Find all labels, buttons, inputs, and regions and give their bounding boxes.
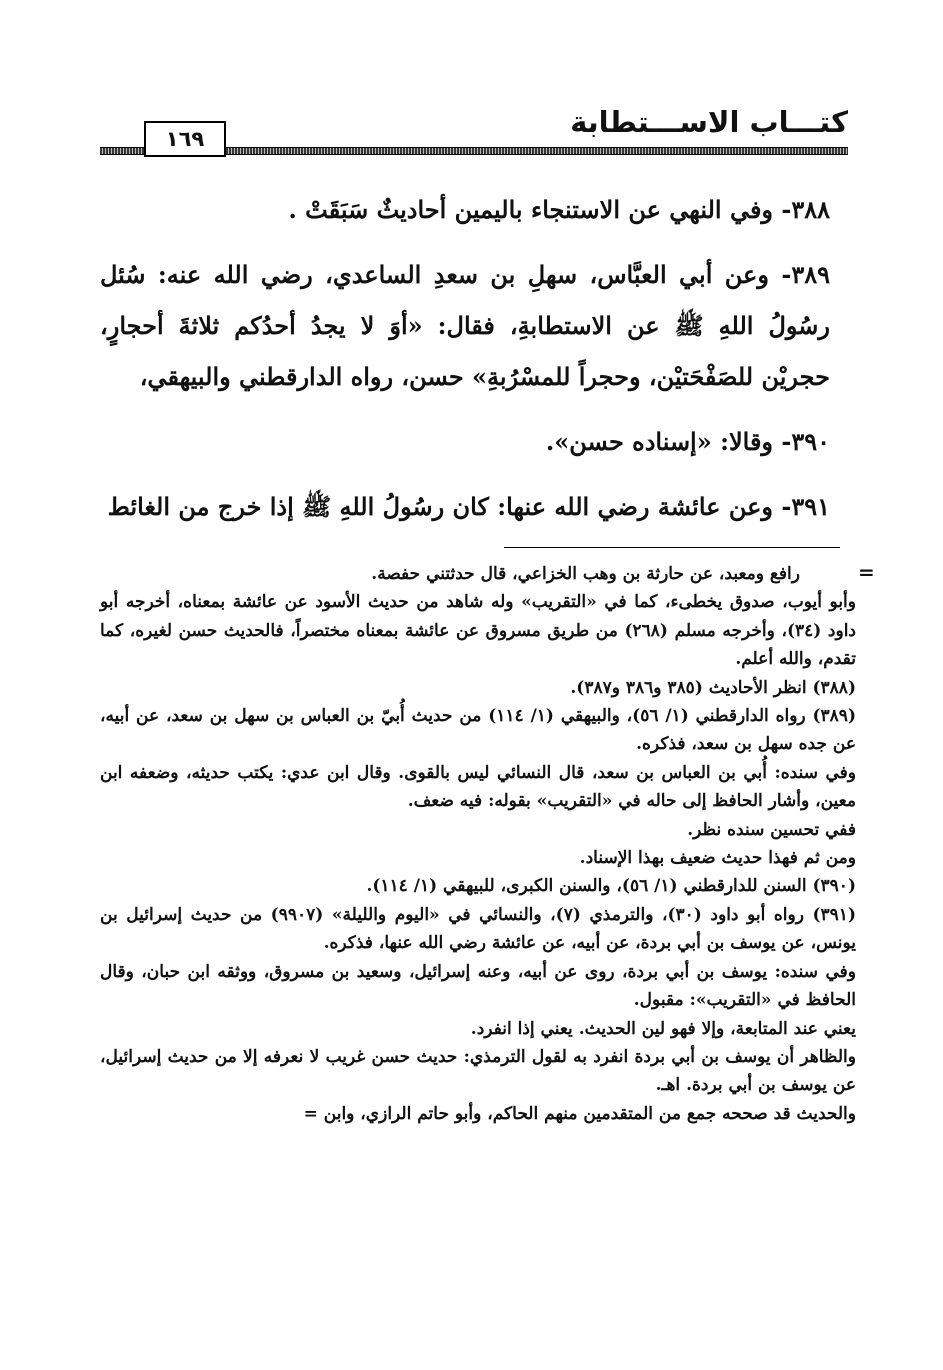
footnote-line: يعني عند المتابعة، وإلا فهو لين الحديث. يعني إذا انفرد. [470, 1018, 856, 1039]
footnote-line: رافع ومعبد، عن حارثة بن وهب الخزاعي، قال حدثتني حفصة. [371, 564, 800, 584]
footnote-line: ففي تحسين سنده نظر. [687, 819, 856, 840]
page-number: ١٦٩ [144, 121, 226, 157]
hadith-390: ٣٩٠- وقالا: «إسناده حسن». [545, 427, 830, 456]
footnote-line: وأبو أيوب، صدوق يخطىء، كما في «التقريب» وله شاهد من حديث الأسود عن عائشة بمعناه، أخرجه أبو داود (٣٤)، وأخرجه مسلم (٢٦٨) من طريق مسروق عن عائشة بمعناه مختصراً، فالحديث حسن لغيره، كما تقدم، والله أعلم. [100, 592, 856, 670]
book-title: كتـــاب الاســـتطابة [570, 105, 848, 139]
footnote-continuation-mark: = [858, 560, 875, 584]
hadith-388: ٣٨٨- وفي النهي عن الاستنجاء باليمين أحاديثٌ سَبَقَتْ . [288, 195, 830, 224]
footnote-line: والحديث قد صححه جمع من المتقدمين منهم الحاكم، وأبو حاتم الرازي، وابن = [303, 1103, 856, 1124]
footnotes [100, 560, 856, 1128]
footnote-line: والظاهر أن يوسف بن أبي بردة انفرد به لقول الترمذي: حديث حسن غريب لا نعرفه إلا من حديث إسرائيل، عن يوسف بن أبي بردة. اهـ. [100, 1046, 856, 1096]
running-header [100, 104, 848, 156]
footnote-line: وفي سنده: يوسف بن أبي بردة، روى عن أبيه، وعنه إسرائيل، وسعيد بن مسروق، ووثقه ابن حبان، وقال الحافظ في «التقريب»: مقبول. [100, 961, 856, 1011]
footnote-389: (٣٨٩) رواه الدارقطني (١/ ٥٦)، والبيهقي (١/ ١١٤) من حديث أُبيّ بن العباس بن سهل بن سعد، عن أبيه، عن جده سهل بن سعد، فذكره. [100, 706, 856, 755]
footnote-390: (٣٩٠) السنن للدارقطني (١/ ٥٦)، والسنن الكبرى، للبيهقي (١/ ١١٤). [366, 876, 856, 897]
main-text [100, 184, 830, 532]
hadith-389: ٣٨٩- وعن أبي العبَّاس، سهلِ بن سعدِ الساعدي، رضي الله عنه: سُئل رسُولُ اللهِ ﷺ عن الاستطابةِ، فقال: «أوَ لا يجدُ أحدُكم ثلاثةَ أحجارٍ، حجريْن للصَفْحَتيْن، وحجراً للمسْرُبةِ» حسن، رواه الدارقطني والبيهقي، [100, 260, 831, 391]
footnote-391: (٣٩١) رواه أبو داود (٣٠)، والترمذي (٧)، والنسائي في «اليوم والليلة» (٩٩٠٧) من حديث إسرائيل بن يونس، عن يوسف بن أبي بردة، عن أبيه، عن عائشة رضي الله عنها، فذكره. [100, 904, 856, 954]
footnote-separator [504, 547, 840, 548]
footnote-line: ومن ثم فهذا حديث ضعيف بهذا الإسناد. [579, 848, 856, 869]
footnote-line: وفي سنده: أُبي بن العباس بن سعد، قال النسائي ليس بالقوى. وقال ابن عدي: يكتب حديثه، وضعفه ابن معين، وأشار الحافظ إلى حاله في «التقريب» بقوله: فيه ضعف. [100, 762, 856, 812]
footnote-388: (٣٨٨) انظر الأحاديث (٣٨٥ و٣٨٦ و٣٨٧). [570, 677, 856, 698]
hadith-391: ٣٩١- وعن عائشة رضي الله عنها: كان رسُولُ اللهِ ﷺ إذا خرج من الغائط [107, 492, 830, 521]
